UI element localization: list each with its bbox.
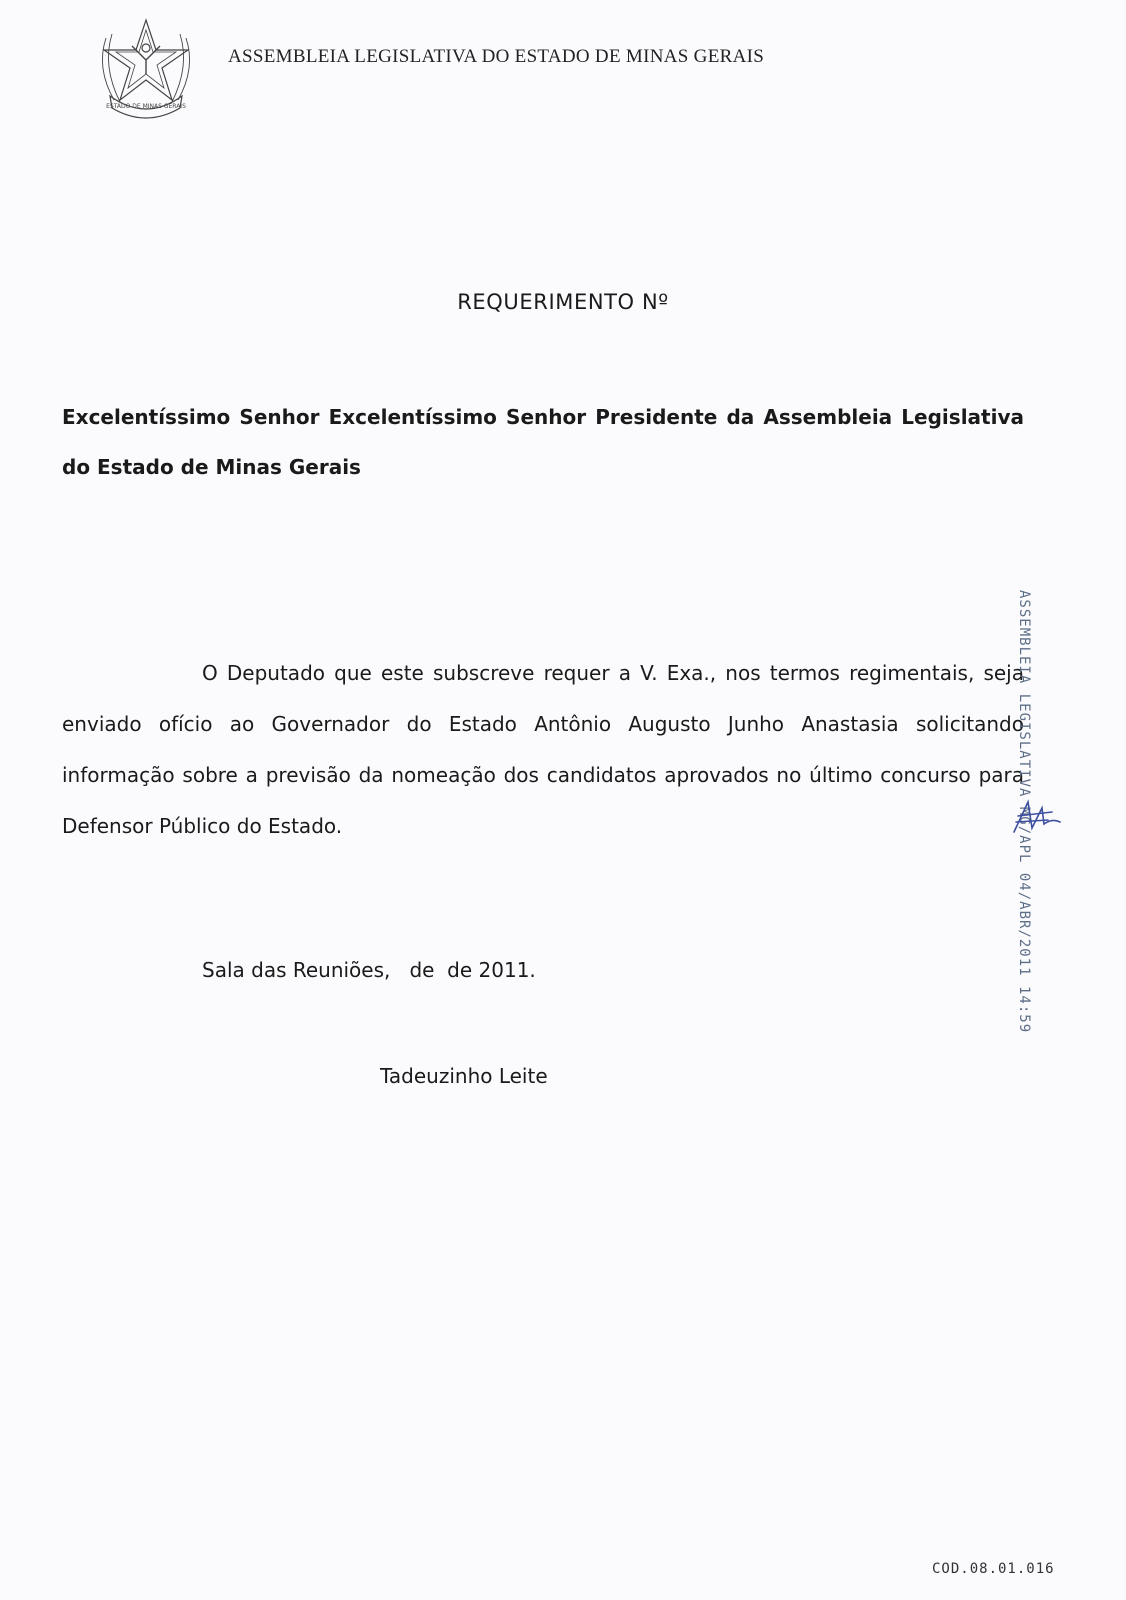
svg-text:ESTADO DE MINAS GERAIS: ESTADO DE MINAS GERAIS (106, 103, 186, 110)
institution-header: ASSEMBLEIA LEGISLATIVA DO ESTADO DE MINAS GERAIS (228, 46, 765, 67)
addressee-line: Excelentíssimo Senhor Excelentíssimo Senhor Presidente da Assembleia Legislativa do Estado de Minas Gerais (62, 405, 1024, 479)
signatory-name: Tadeuzinho Leite (380, 1064, 548, 1088)
location-date-line: Sala das Reuniões, de de 2011. (202, 958, 536, 982)
form-code: COD.08.01.016 (932, 1561, 1055, 1577)
handwritten-rubric (1008, 798, 1064, 838)
request-body-text: O Deputado que este subscreve requer a V. Exa., nos termos regimentais, seja enviado ofício ao Governador do Estado Antônio Augusto Junho Anastasia solicitando informação sobre a previsão da nomeação dos candidatos aprovados no último concurso para Defensor Público do Estado. (62, 661, 1024, 838)
protocol-stamp-text: ASSEMBLEIA LEGISLATIVA MG/APL 04/ABR/2011 14:59 (1016, 590, 1032, 1034)
request-body (62, 648, 1024, 852)
state-seal-logo (92, 16, 200, 120)
document-title: REQUERIMENTO Nº (457, 290, 669, 314)
